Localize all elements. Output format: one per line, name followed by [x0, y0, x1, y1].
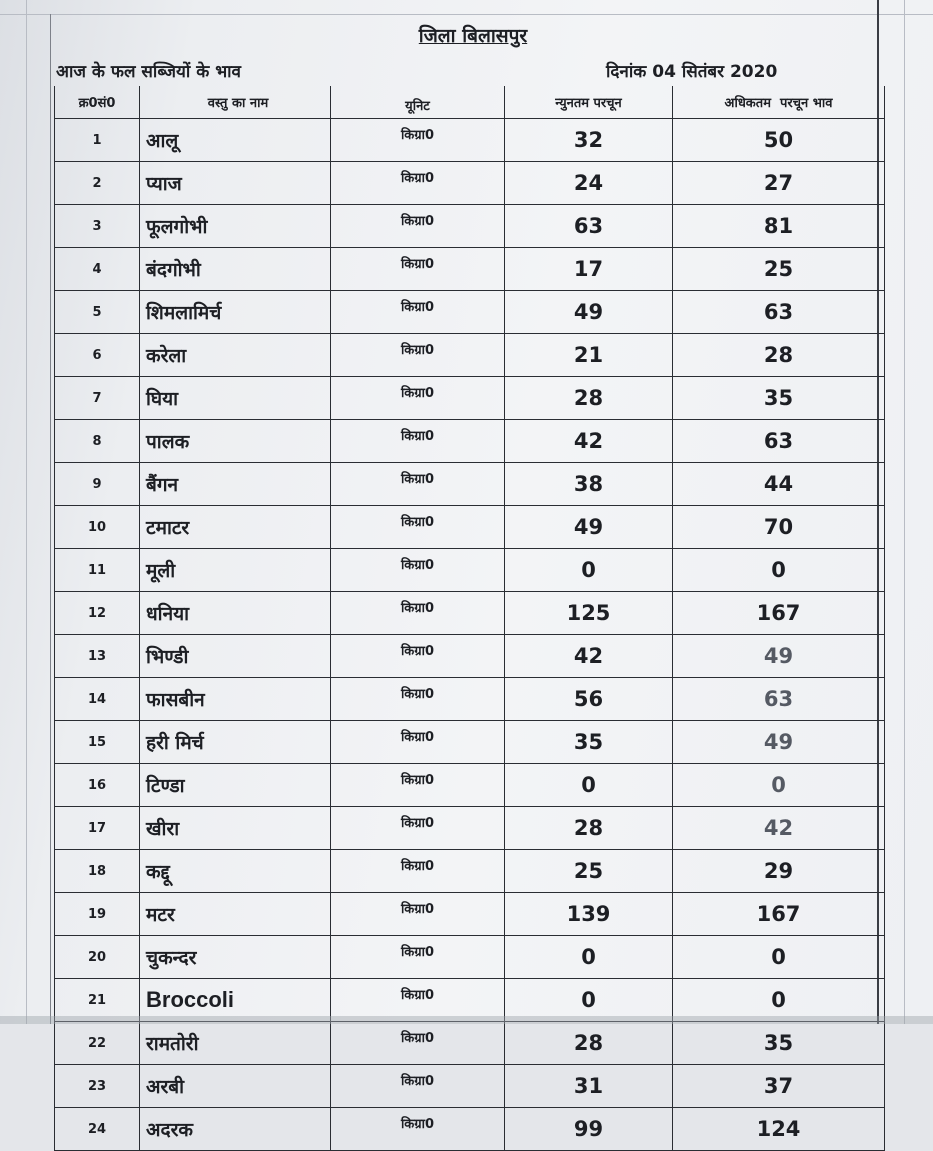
item-name-cell: धनिया — [140, 592, 331, 635]
serial-number-cell: 18 — [55, 850, 140, 893]
serial-number-cell: 24 — [55, 1108, 140, 1151]
item-name-cell: घिया — [140, 377, 331, 420]
max-price-cell: 63 — [673, 420, 885, 463]
unit-cell: किग्रा0 — [331, 635, 505, 678]
serial-number-cell: 22 — [55, 1022, 140, 1065]
table-header-row — [55, 86, 885, 119]
min-price-cell: 32 — [505, 119, 673, 162]
max-price-cell: 50 — [673, 119, 885, 162]
min-price-cell: 125 — [505, 592, 673, 635]
item-name-cell: खीरा — [140, 807, 331, 850]
max-price-cell: 49 — [673, 721, 885, 764]
serial-number-cell: 16 — [55, 764, 140, 807]
unit-cell: किग्रा0 — [331, 506, 505, 549]
serial-number-cell: 21 — [55, 979, 140, 1022]
column-header-max-price: अधिकतम परचून भाव — [673, 86, 885, 119]
serial-number-cell: 7 — [55, 377, 140, 420]
max-price-cell: 27 — [673, 162, 885, 205]
max-price-cell: 167 — [673, 592, 885, 635]
item-name-cell: अदरक — [140, 1108, 331, 1151]
min-price-cell: 63 — [505, 205, 673, 248]
min-price-cell: 24 — [505, 162, 673, 205]
table-row — [55, 549, 885, 592]
table-row — [55, 205, 885, 248]
unit-cell: किग्रा0 — [331, 979, 505, 1022]
unit-cell: किग्रा0 — [331, 205, 505, 248]
max-price-cell: 0 — [673, 979, 885, 1022]
min-price-cell: 17 — [505, 248, 673, 291]
item-name-cell: शिमलामिर्च — [140, 291, 331, 334]
min-price-cell: 35 — [505, 721, 673, 764]
table-row — [55, 162, 885, 205]
table-row — [55, 1065, 885, 1108]
max-price-cell: 37 — [673, 1065, 885, 1108]
max-price-cell: 0 — [673, 549, 885, 592]
max-price-cell: 35 — [673, 377, 885, 420]
table-row — [55, 334, 885, 377]
serial-number-cell: 4 — [55, 248, 140, 291]
min-price-cell: 99 — [505, 1108, 673, 1151]
serial-number-cell: 15 — [55, 721, 140, 764]
table-body — [55, 119, 885, 1151]
serial-number-cell: 17 — [55, 807, 140, 850]
item-name-cell: रामतोरी — [140, 1022, 331, 1065]
max-price-cell: 35 — [673, 1022, 885, 1065]
max-price-cell: 0 — [673, 764, 885, 807]
unit-cell: किग्रा0 — [331, 463, 505, 506]
serial-number-cell: 3 — [55, 205, 140, 248]
max-price-cell: 28 — [673, 334, 885, 377]
item-name-cell: Broccoli — [140, 979, 331, 1022]
unit-cell: किग्रा0 — [331, 334, 505, 377]
serial-number-cell: 9 — [55, 463, 140, 506]
item-name-cell: आलू — [140, 119, 331, 162]
max-price-cell: 49 — [673, 635, 885, 678]
background-grid-line — [904, 0, 905, 1024]
serial-number-cell: 1 — [55, 119, 140, 162]
max-price-cell: 29 — [673, 850, 885, 893]
table-row — [55, 1108, 885, 1151]
unit-cell: किग्रा0 — [331, 162, 505, 205]
item-name-cell: बैंगन — [140, 463, 331, 506]
table-row — [55, 807, 885, 850]
item-name-cell: पालक — [140, 420, 331, 463]
table-row — [55, 248, 885, 291]
max-price-cell: 63 — [673, 291, 885, 334]
column-header-unit: यूनिट — [331, 86, 505, 119]
table-row — [55, 506, 885, 549]
unit-cell: किग्रा0 — [331, 1108, 505, 1151]
table-row — [55, 678, 885, 721]
min-price-cell: 0 — [505, 549, 673, 592]
max-price-cell: 70 — [673, 506, 885, 549]
max-price-cell: 0 — [673, 936, 885, 979]
unit-cell: किग्रा0 — [331, 1065, 505, 1108]
table-row — [55, 463, 885, 506]
max-price-cell: 81 — [673, 205, 885, 248]
unit-cell: किग्रा0 — [331, 807, 505, 850]
min-price-cell: 31 — [505, 1065, 673, 1108]
column-header-serial: क्र0सं0 — [55, 86, 140, 119]
unit-cell: किग्रा0 — [331, 291, 505, 334]
unit-cell: किग्रा0 — [331, 1022, 505, 1065]
unit-cell: किग्रा0 — [331, 420, 505, 463]
report-subtitle: आज के फल सब्जियों के भाव — [56, 62, 242, 82]
serial-number-cell: 5 — [55, 291, 140, 334]
serial-number-cell: 2 — [55, 162, 140, 205]
min-price-cell: 0 — [505, 936, 673, 979]
serial-number-cell: 19 — [55, 893, 140, 936]
max-price-cell: 25 — [673, 248, 885, 291]
serial-number-cell: 23 — [55, 1065, 140, 1108]
price-table — [54, 86, 885, 1151]
serial-number-cell: 10 — [55, 506, 140, 549]
item-name-cell: हरी मिर्च — [140, 721, 331, 764]
item-name-cell: मटर — [140, 893, 331, 936]
serial-number-cell: 12 — [55, 592, 140, 635]
report-date: दिनांक 04 सितंबर 2020 — [606, 62, 778, 82]
unit-cell: किग्रा0 — [331, 893, 505, 936]
item-name-cell: भिण्डी — [140, 635, 331, 678]
column-header-item: वस्तु का नाम — [140, 86, 331, 119]
page-bottom-shadow — [0, 1016, 933, 1024]
background-grid-line — [0, 14, 933, 15]
serial-number-cell: 14 — [55, 678, 140, 721]
min-price-cell: 28 — [505, 807, 673, 850]
max-price-cell: 44 — [673, 463, 885, 506]
table-row — [55, 893, 885, 936]
min-price-cell: 49 — [505, 506, 673, 549]
table-row — [55, 635, 885, 678]
unit-cell: किग्रा0 — [331, 936, 505, 979]
table-row — [55, 420, 885, 463]
document-border-left — [50, 14, 51, 1024]
min-price-cell: 139 — [505, 893, 673, 936]
max-price-cell: 42 — [673, 807, 885, 850]
item-name-cell: चुकन्दर — [140, 936, 331, 979]
table-row — [55, 119, 885, 162]
item-name-cell: अरबी — [140, 1065, 331, 1108]
unit-cell: किग्रा0 — [331, 248, 505, 291]
table-row — [55, 377, 885, 420]
serial-number-cell: 20 — [55, 936, 140, 979]
min-price-cell: 28 — [505, 1022, 673, 1065]
min-price-cell: 21 — [505, 334, 673, 377]
table-row — [55, 291, 885, 334]
item-name-cell: प्याज — [140, 162, 331, 205]
unit-cell: किग्रा0 — [331, 119, 505, 162]
serial-number-cell: 8 — [55, 420, 140, 463]
min-price-cell: 25 — [505, 850, 673, 893]
unit-cell: किग्रा0 — [331, 850, 505, 893]
serial-number-cell: 6 — [55, 334, 140, 377]
item-name-cell: फूलगोभी — [140, 205, 331, 248]
unit-cell: किग्रा0 — [331, 764, 505, 807]
serial-number-cell: 11 — [55, 549, 140, 592]
background-grid-line — [26, 0, 27, 1024]
min-price-cell: 42 — [505, 635, 673, 678]
item-name-cell: बंदगोभी — [140, 248, 331, 291]
max-price-cell: 167 — [673, 893, 885, 936]
column-header-min-price: न्युनतम परचून — [505, 86, 673, 119]
table-row — [55, 721, 885, 764]
max-price-cell: 63 — [673, 678, 885, 721]
min-price-cell: 42 — [505, 420, 673, 463]
table-row — [55, 1022, 885, 1065]
district-title: जिला बिलासपुर — [418, 25, 528, 47]
unit-cell: किग्रा0 — [331, 549, 505, 592]
min-price-cell: 0 — [505, 764, 673, 807]
unit-cell: किग्रा0 — [331, 678, 505, 721]
table-row — [55, 592, 885, 635]
item-name-cell: फासबीन — [140, 678, 331, 721]
unit-cell: किग्रा0 — [331, 377, 505, 420]
min-price-cell: 38 — [505, 463, 673, 506]
min-price-cell: 49 — [505, 291, 673, 334]
item-name-cell: टिण्डा — [140, 764, 331, 807]
item-name-cell: मूली — [140, 549, 331, 592]
min-price-cell: 28 — [505, 377, 673, 420]
unit-cell: किग्रा0 — [331, 721, 505, 764]
min-price-cell: 56 — [505, 678, 673, 721]
serial-number-cell: 13 — [55, 635, 140, 678]
item-name-cell: कद्दू — [140, 850, 331, 893]
table-row — [55, 850, 885, 893]
item-name-cell: करेला — [140, 334, 331, 377]
table-row — [55, 764, 885, 807]
item-name-cell: टमाटर — [140, 506, 331, 549]
unit-cell: किग्रा0 — [331, 592, 505, 635]
table-row — [55, 936, 885, 979]
max-price-cell: 124 — [673, 1108, 885, 1151]
min-price-cell: 0 — [505, 979, 673, 1022]
